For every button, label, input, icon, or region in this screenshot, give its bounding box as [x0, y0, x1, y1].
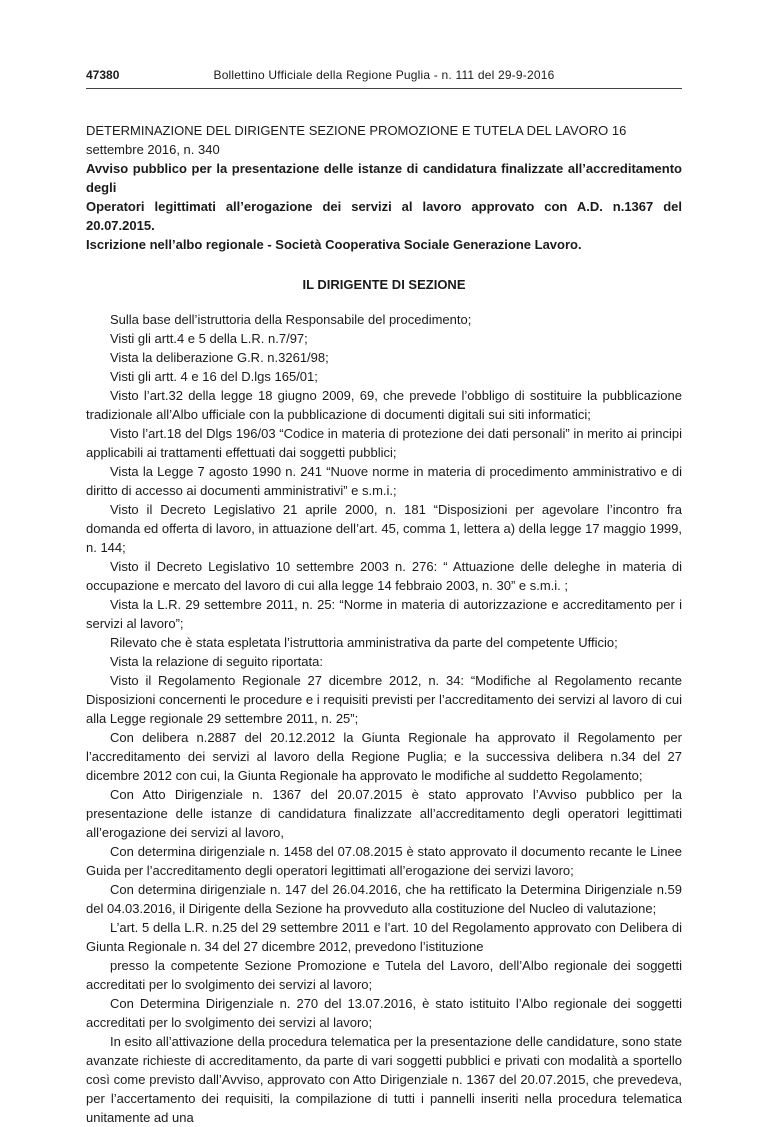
paragraph: Visti gli artt.4 e 5 della L.R. n.7/97;	[110, 331, 308, 346]
subject-line: Avviso pubblico per la presentazione delle istanze di candidatura finalizzate all’accreditamento degli	[86, 161, 682, 195]
paragraph: Con delibera n.2887 del 20.12.2012 la Giunta Regionale ha approvato il Regolamento per l’accreditamento dei servizi al lavoro della Regione Puglia; e la successiva delibera n.34 del 27 dicembre 2012 con cui, la Giunta Regionale ha approvato le modifiche al suddetto Regolamento;	[86, 730, 682, 783]
paragraph: In esito all’attivazione della procedura telematica per la presentazione delle candidature, sono state avanzate richieste di accreditamento, da parte di vari soggetti pubblici e privati con modalità a sportello così come previsto dall’Avviso, approvato con Atto Dirigenziale n. 1367 del 20.07.2015, che prevedeva, per l’accertamento dei requisiti, la compilazione di tutti i pannelli inseriti nella procedura telematica unitamente ad una	[86, 1034, 682, 1125]
section-heading: IL DIRIGENTE DI SEZIONE	[302, 277, 466, 292]
paragraph-list	[86, 310, 682, 1127]
paragraph: Con determina dirigenziale n. 147 del 26.04.2016, che ha rettificato la Determina Dirigenziale n.59 del 04.03.2016, il Dirigente della Sezione ha provveduto alla costituzione del Nucleo di valutazione;	[86, 882, 682, 916]
paragraph: Vista la Legge 7 agosto 1990 n. 241 “Nuove norme in materia di procedimento amministrativo e di diritto di accesso ai documenti amministrativi” e s.m.i.;	[86, 464, 682, 498]
document-body	[86, 121, 682, 1127]
paragraph: Visto il Regolamento Regionale 27 dicembre 2012, n. 34: “Modifiche al Regolamento recante Disposizioni concernenti le procedure e i requisiti previsti per l’accreditamento dei servizi al lavoro di cui alla Legge regionale 29 settembre 2011, n. 25”;	[86, 673, 682, 726]
paragraph: Con Atto Dirigenziale n. 1367 del 20.07.2015 è stato approvato l’Avviso pubblico per la presentazione delle istanze di candidatura finalizzate all’accreditamento degli operatori legittimati all’erogazione dei servizi al lavoro,	[86, 787, 682, 840]
determination-title: DETERMINAZIONE DEL DIRIGENTE SEZIONE PROMOZIONE E TUTELA DEL LAVORO 16 settembre 2016, n. 340	[86, 123, 627, 157]
subject-line: Operatori legittimati all’erogazione dei servizi al lavoro approvato con A.D. n.1367 del 20.07.2015.	[86, 199, 682, 233]
bulletin-title: Bollettino Ufficiale della Regione Puglia - n. 111 del 29-9-2016	[213, 68, 555, 82]
paragraph: Visto l’art.32 della legge 18 giugno 2009, 69, che prevede l’obbligo di sostituire la pubblicazione tradizionale all’Albo ufficiale con la pubblicazione di documenti digitali sui siti informatici;	[86, 388, 682, 422]
paragraph: Visti gli artt. 4 e 16 del D.lgs 165/01;	[110, 369, 318, 384]
paragraph: presso la competente Sezione Promozione e Tutela del Lavoro, dell’Albo regionale dei soggetti accreditati per lo svolgimento dei servizi al lavoro;	[86, 958, 682, 992]
subject-line: Iscrizione nell’albo regionale - Società Cooperativa Sociale Generazione Lavoro.	[86, 237, 582, 252]
paragraph: Con determina dirigenziale n. 1458 del 07.08.2015 è stato approvato il documento recante le Linee Guida per l’accreditamento degli operatori legittimati all’erogazione dei servizi lavoro;	[86, 844, 682, 878]
paragraph: Visto l’art.18 del Dlgs 196/03 “Codice in materia di protezione dei dati personali” in merito ai principi applicabili ai trattamenti effettuati dai soggetti pubblici;	[86, 426, 682, 460]
paragraph: Vista la relazione di seguito riportata:	[110, 654, 323, 669]
paragraph: Visto il Decreto Legislativo 21 aprile 2000, n. 181 “Disposizioni per agevolare l’incontro fra domanda ed offerta di lavoro, in attuazione dell’art. 45, comma 1, lettera a) della legge 17 maggio 1999, n. 144;	[86, 502, 682, 555]
determination-subject	[86, 159, 682, 254]
paragraph: Vista la L.R. 29 settembre 2011, n. 25: “Norme in materia di autorizzazione e accreditamento per i servizi al lavoro”;	[86, 597, 682, 631]
header-divider	[86, 88, 682, 89]
paragraph: Sulla base dell’istruttoria della Responsabile del procedimento;	[110, 312, 472, 327]
paragraph: Rilevato che è stata espletata l’istruttoria amministrativa da parte del competente Ufficio;	[110, 635, 618, 650]
paragraph: L’art. 5 della L.R. n.25 del 29 settembre 2011 e l’art. 10 del Regolamento approvato con Delibera di Giunta Regionale n. 34 del 27 dicembre 2012, prevedono l’istituzione	[86, 920, 682, 954]
paragraph: Visto il Decreto Legislativo 10 settembre 2003 n. 276: “ Attuazione delle deleghe in materia di occupazione e mercato del lavoro di cui alla legge 14 febbraio 2003, n. 30” e s.m.i. ;	[86, 559, 682, 593]
page-header	[86, 68, 682, 86]
page-number: 47380	[86, 68, 120, 82]
paragraph: Con Determina Dirigenziale n. 270 del 13.07.2016, è stato istituito l’Albo regionale dei soggetti accreditati per lo svolgimento dei servizi al lavoro;	[86, 996, 682, 1030]
paragraph: Vista la deliberazione G.R. n.3261/98;	[110, 350, 329, 365]
